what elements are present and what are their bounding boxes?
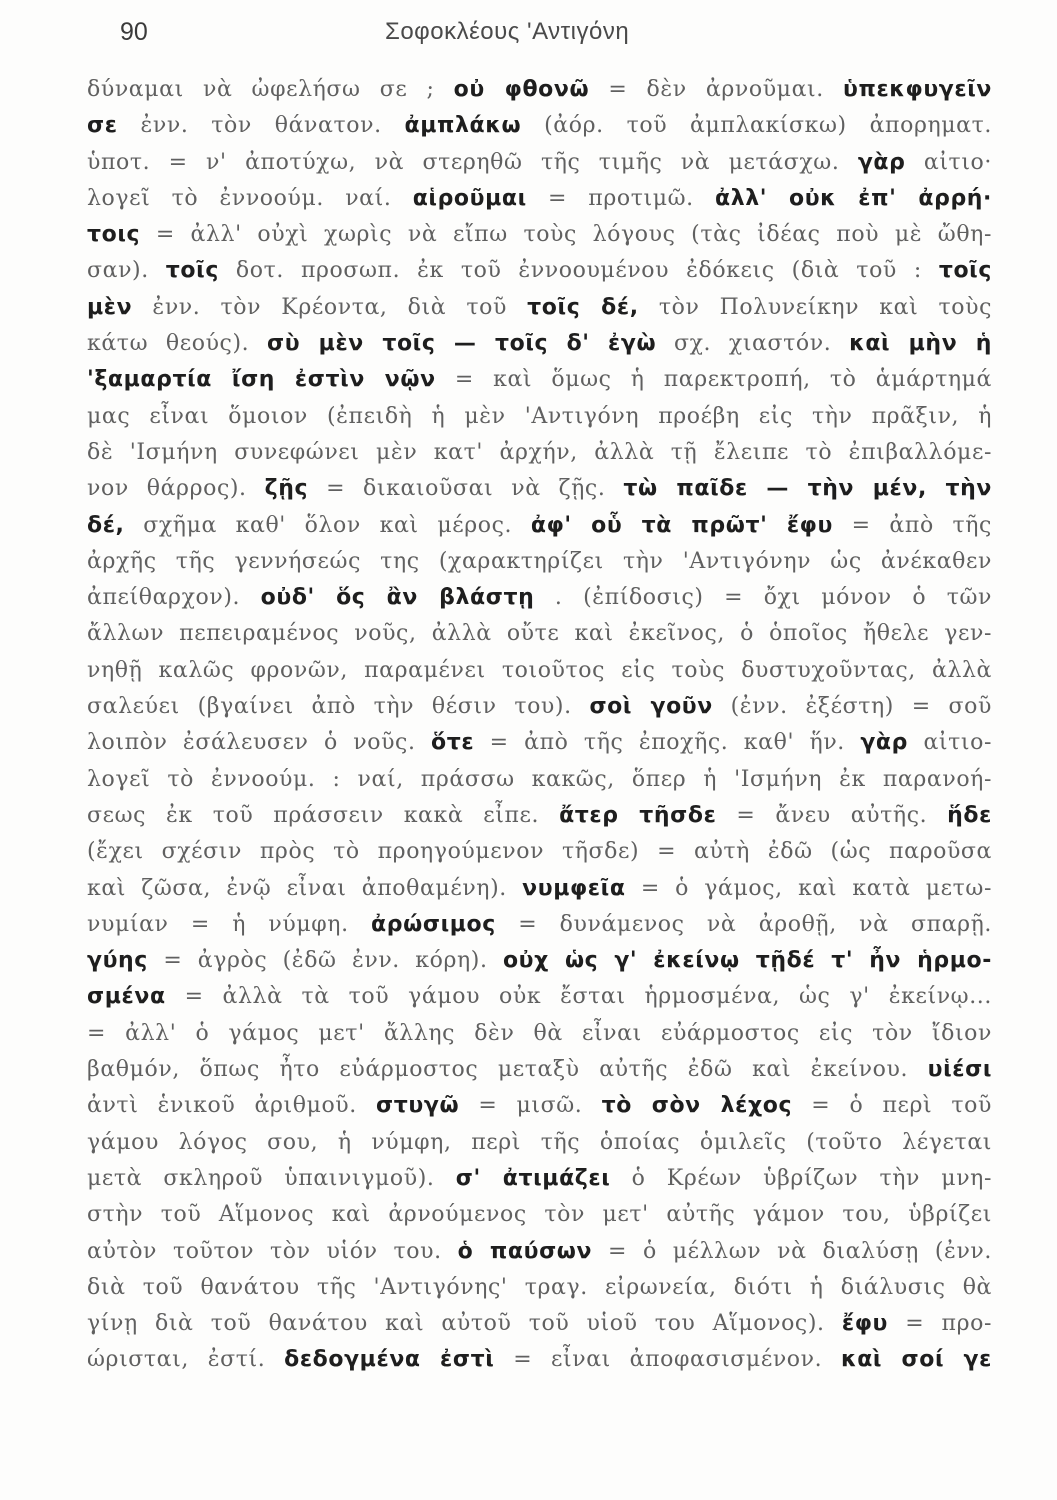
bold-lemma: δέ, <box>87 512 125 538</box>
gloss-text: λογεῖ τὸ ἐννοούμ. ναί. <box>87 185 413 211</box>
text-line <box>87 1270 992 1306</box>
bold-lemma: ἀμπλάκω <box>404 113 522 139</box>
text-line <box>87 1088 992 1124</box>
gloss-text: αὐτὸν τοῦτον τὸν υἱόν του. <box>87 1238 458 1264</box>
bold-lemma: γύης <box>87 948 148 974</box>
text-line <box>87 1306 992 1342</box>
gloss-text: δοτ. προσωπ. ἐκ τοῦ ἐννοουμένου ἐδόκεις (διὰ τοῦ : <box>218 258 939 284</box>
gloss-text: ώρισται, ἐστί. <box>87 1347 285 1373</box>
gloss-text: = προτιμῶ. <box>526 185 715 211</box>
text-line <box>87 72 992 108</box>
bold-lemma: τὼ παῖδε — τὴν μέν, τὴν <box>623 476 992 502</box>
bold-lemma: δεδογμένα ἐστὶ <box>284 1347 495 1373</box>
gloss-text: γίνῃ διὰ τοῦ θανάτου καὶ αὐτοῦ τοῦ υἱοῦ του Αἵμονος). <box>87 1311 842 1337</box>
text-line <box>87 1052 992 1088</box>
gloss-text: = ἀλλὰ τὰ τοῦ γάμου οὐκ ἔσται ἡρμοσμένα, ὡς γ' ἐκείνῳ... <box>165 984 992 1010</box>
text-line <box>87 217 992 253</box>
gloss-text: κάτω θεούς). <box>87 331 268 357</box>
text-line <box>87 362 992 398</box>
text-line <box>87 290 992 326</box>
gloss-text: ἄλλων πεπειραμένος νοῦς, ἀλλὰ οὔτε καὶ ἐκεῖνος, ὁ ὁποῖος ἤθελε γεν- <box>87 621 992 647</box>
bold-lemma: ζῇς <box>264 476 309 502</box>
bold-lemma: νυμφεῖα <box>522 875 626 901</box>
page-number: 90 <box>120 18 148 46</box>
text-line <box>87 1161 992 1197</box>
bold-lemma: τοῖς δέ, <box>527 294 639 320</box>
gloss-text: δὲ 'Ισμήνη συνεφώνει μὲν κατ' ἀρχήν, ἀλλὰ τῇ ἔλειπε τὸ ἐπιβαλλόμε- <box>87 439 992 465</box>
gloss-text: τὸν Πολυνείκην καὶ τοὺς <box>638 294 992 320</box>
gloss-text: νον θάρρος). <box>87 476 265 502</box>
gloss-text: νηθῇ καλῶς φρονῶν, παραμένει τοιοῦτος εἰς τοὺς δυστυχοῦντας, ἀλλὰ <box>87 657 992 683</box>
gloss-text: καὶ ζῶσα, ἐνῷ εἶναι ἀποθαμένη). <box>87 875 523 901</box>
gloss-text: . (ἐπίδοσις) = ὄχι μόνον ὁ τῶν <box>534 585 992 611</box>
gloss-text: μετὰ σκληροῦ ὑπαινιγμοῦ). <box>87 1165 456 1191</box>
bold-lemma: σὺ μὲν τοῖς — τοῖς δ' ἐγὼ <box>267 331 657 357</box>
gloss-text: σχ. χιαστόν. <box>656 331 850 357</box>
text-line <box>87 689 992 725</box>
bold-lemma: ἀρώσιμος <box>371 911 496 937</box>
bold-lemma: ἥδε <box>947 802 992 828</box>
bold-lemma: καὶ μὴν ἡ <box>849 331 992 357</box>
gloss-text: = ἀλλ' ὁ γάμος μετ' ἄλλης δὲν θὰ εἶναι εὐάρμοστος εἰς τὸν ἴδιον <box>87 1020 992 1046</box>
gloss-text: νυμίαν = ἡ νύμφη. <box>87 911 372 937</box>
text-line <box>87 871 992 907</box>
gloss-text: γάμου λόγος σου, ἡ νύμφη, περὶ τῆς ὁποίας ὁμιλεῖς (τοῦτο λέγεται <box>87 1129 992 1155</box>
text-line <box>87 508 992 544</box>
bold-lemma: ὑπεκφυγεῖν <box>843 77 992 102</box>
text-line <box>87 1234 992 1270</box>
gloss-text: μας εἶναι ὅμοιον (ἐπειδὴ ἡ μὲν 'Αντιγόνη προέβη εἰς τὴν πρᾶξιν, ἡ <box>87 403 992 429</box>
text-line <box>87 544 992 580</box>
bold-lemma: στυγῶ <box>376 1093 460 1119</box>
gloss-text: σχῆμα καθ' ὅλον καὶ μέρος. <box>124 512 531 538</box>
bold-lemma: ἄτερ τῆσδε <box>559 802 717 828</box>
text-line <box>87 181 992 217</box>
bold-lemma: σ' ἀτιμάζει <box>455 1165 611 1191</box>
bold-lemma: ἀλλ' οὐκ ἐπ' ἀρρή· <box>715 185 992 211</box>
text-line <box>87 471 992 507</box>
text-line <box>87 1016 992 1052</box>
bold-lemma: οὐδ' ὅς ἂν βλάστῃ <box>260 585 535 611</box>
text-line <box>87 145 992 181</box>
text-line <box>87 653 992 689</box>
gloss-text: ἀρχῆς τῆς γεννήσεώς της (χαρακτηρίζει τὴν 'Αντιγόνην ὡς ἀνέκαθεν <box>87 548 992 574</box>
gloss-text: ἐνν. τὸν θάνατον. <box>117 113 405 139</box>
gloss-text: (ἐνν. ἐξέστη) = σοῦ <box>712 694 992 720</box>
text-line <box>87 943 992 979</box>
gloss-text: = ὁ γάμος, καὶ κατὰ μετω- <box>625 875 992 901</box>
text-line <box>87 798 992 834</box>
text-line <box>87 762 992 798</box>
gloss-text: = ὁ περὶ τοῦ <box>792 1093 992 1119</box>
gloss-text: διὰ τοῦ θανάτου τῆς 'Αντιγόνης' τραγ. εἰρωνεία, διότι ἡ διάλυσις θὰ <box>87 1274 992 1300</box>
text-line <box>87 907 992 943</box>
gloss-text: αἰτιο· <box>905 149 992 175</box>
gloss-text: = μισῶ. <box>459 1093 602 1119</box>
text-line <box>87 1342 992 1378</box>
bold-lemma: σμένα <box>87 984 166 1010</box>
gloss-text: = καὶ ὅμως ἡ παρεκτροπή, τὸ ἁμάρτημά <box>435 367 992 393</box>
gloss-text: ἐνν. τὸν Κρέοντα, διὰ τοῦ <box>132 294 528 320</box>
gloss-text: αἰτιο- <box>908 730 992 756</box>
bold-lemma: ὁ παύσων <box>457 1238 593 1264</box>
bold-lemma: 'ξαμαρτία ἴση ἐστὶν νῷν <box>87 367 436 393</box>
gloss-text: = ἀγρὸς (ἐδῶ ἐνν. κόρη). <box>147 948 503 974</box>
gloss-text: ἀπείθαρχον). <box>87 585 261 611</box>
text-line <box>87 253 992 289</box>
text-line <box>87 435 992 471</box>
bold-lemma: ὅτε <box>431 730 475 756</box>
text-line <box>87 1197 992 1233</box>
gloss-text: = ἄνευ αὐτῆς. <box>716 802 948 828</box>
gloss-text: βαθμόν, ὅπως ἦτο εὐάρμοστος μεταξὺ αὐτῆς ἐδῶ καὶ ἐκείνου. <box>87 1057 928 1083</box>
bold-lemma: γὰρ <box>857 149 906 175</box>
text-line <box>87 725 992 761</box>
gloss-text: (ἔχει σχέσιν πρὸς τὸ προηγούμενον τῆσδε) = αὐτὴ ἐδῶ (ὡς παροῦσα <box>87 839 992 865</box>
text-line <box>87 616 992 652</box>
text-line <box>87 399 992 435</box>
gloss-text: = προ- <box>888 1311 992 1337</box>
bold-lemma: σοὶ γοῦν <box>589 694 713 720</box>
bold-lemma: τοῖς <box>938 258 992 284</box>
gloss-text: ὑποτ. = ν' ἀποτύχω, νὰ στερηθῶ τῆς τιμῆς νὰ μετάσχω. <box>87 149 858 175</box>
text-line <box>87 108 992 144</box>
bold-lemma: σε <box>87 113 118 139</box>
text-line <box>87 1125 992 1161</box>
gloss-text: = εἶναι ἀποφασισμένον. <box>494 1347 841 1373</box>
gloss-text: στὴν τοῦ Αἵμονος καὶ ἀρνούμενος τὸν μετ' αὐτῆς γάμον του, ὑβρίζει <box>87 1202 992 1228</box>
bold-lemma: ἔφυ <box>841 1311 888 1337</box>
commentary-text <box>87 72 992 1379</box>
gloss-text: σαλεύει (βγαίνει ἀπὸ τὴν θέσιν του). <box>87 694 590 720</box>
gloss-text: σεως ἐκ τοῦ πράσσειν κακὰ εἶπε. <box>87 802 560 828</box>
text-line <box>87 979 992 1015</box>
bold-lemma: ἀφ' οὗ τὰ πρῶτ' ἔφυ <box>530 512 833 538</box>
gloss-text: = ἀλλ' οὐχὶ χωρὶς νὰ εἴπω τοὺς λόγους (τὰς ἰδέας ποὺ μὲ ὤθη- <box>140 222 992 248</box>
bold-lemma: υἱέσι <box>927 1057 992 1083</box>
bold-lemma: τοῖς <box>165 258 219 284</box>
gloss-text: λογεῖ τὸ ἐννοούμ. : ναί, πράσσω κακῶς, ὅπερ ἡ 'Ισμήνη ἐκ παρανοή- <box>87 766 992 792</box>
gloss-text: ἀντὶ ἑνικοῦ ἀριθμοῦ. <box>87 1093 377 1119</box>
gloss-text: δύναμαι νὰ ὠφελήσω σε ; <box>87 77 454 102</box>
bold-lemma: γὰρ <box>860 730 908 756</box>
bold-lemma: οὐ φθονῶ <box>453 77 590 102</box>
gloss-text: σαν). <box>87 258 166 284</box>
gloss-text: = ἀπὸ τῆς <box>832 512 992 538</box>
bold-lemma: οὐχ ὡς γ' ἐκείνῳ τῇδέ τ' ἦν ἡρμο- <box>502 948 992 974</box>
gloss-text: = δυνάμενος νὰ ἀροθῇ, νὰ σπαρῇ. <box>495 911 992 937</box>
gloss-text: = δικαιοῦσαι νὰ ζῇς. <box>308 476 624 502</box>
bold-lemma: αἱροῦμαι <box>412 185 527 211</box>
gloss-text: ὁ Κρέων ὑβρίζων τὴν μνη- <box>610 1165 992 1191</box>
bold-lemma: τοις <box>87 222 141 248</box>
running-title: Σοφοκλέους 'Αντιγόνη <box>385 18 630 45</box>
text-line <box>87 580 992 616</box>
text-line <box>87 834 992 870</box>
bold-lemma: καὶ σοί γε <box>840 1347 992 1373</box>
gloss-text: = ἀπὸ τῆς ἐποχῆς. καθ' ἥν. <box>474 730 861 756</box>
gloss-text: (ἀόρ. τοῦ ἀμπλακίσκω) ἀπορηματ. <box>521 113 992 139</box>
bold-lemma: τὸ σὸν λέχος <box>601 1093 793 1119</box>
page-header <box>120 18 1020 58</box>
bold-lemma: μὲν <box>87 294 133 320</box>
gloss-text: = ὁ μέλλων νὰ διαλύσῃ (ἐνν. <box>592 1238 992 1264</box>
text-line <box>87 326 992 362</box>
gloss-text: λοιπὸν ἐσάλευσεν ὁ νοῦς. <box>87 730 431 756</box>
gloss-text: = δὲν ἀρνοῦμαι. <box>589 77 843 102</box>
